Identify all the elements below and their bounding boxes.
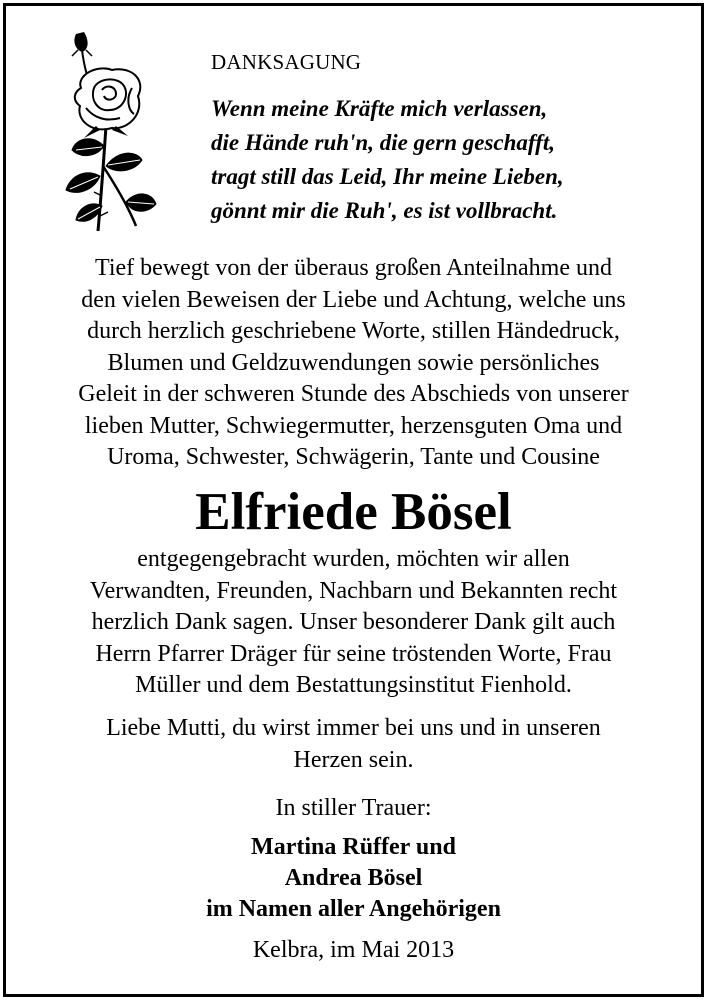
thanks-line: herzlich Dank sagen. Unser besonderer Dank gilt auch — [91, 609, 616, 635]
signer-line: Andrea Bösel — [284, 865, 423, 891]
intro-line: lieben Mutter, Schwiegermutter, herzensguten Oma und — [84, 412, 623, 439]
farewell-paragraph — [6, 713, 701, 776]
intro-line: durch herzlich geschriebene Worte, stillen Händedruck, — [87, 318, 620, 344]
poem-line: tragt still das Leid, Ihr meine Lieben, — [211, 164, 564, 189]
signer-line: im Namen aller Angehörigen — [206, 896, 501, 922]
deceased-name: Elfriede Bösel — [195, 483, 512, 541]
thanks-line: entgegengebracht wurden, möchten wir allen — [137, 546, 570, 572]
intro-line: Blumen und Geldzuwendungen sowie persönliches — [107, 349, 600, 376]
poem-line: Wenn meine Kräfte mich verlassen, — [211, 96, 548, 121]
rose-icon — [36, 26, 176, 236]
intro-line: den vielen Beweisen der Liebe und Achtung, welche uns — [81, 286, 626, 313]
place-date: Kelbra, im Mai 2013 — [252, 937, 455, 963]
farewell-line: Liebe Mutti, du wirst immer bei uns und in unseren — [106, 715, 601, 741]
poem — [211, 92, 691, 228]
intro-line: Geleit in der schweren Stunde des Abschieds von unserer — [78, 381, 629, 407]
mourning-line: In stiller Trauer: — [275, 795, 432, 821]
thanks-line: Herrn Pfarrer Dräger für seine tröstenden Worte, Frau — [95, 640, 612, 667]
intro-line: Uroma, Schwester, Schwägerin, Tante und Cousine — [107, 444, 600, 470]
signer-line: Martina Rüffer und — [251, 834, 456, 860]
heading-danksagung: DANKSAGUNG — [211, 50, 362, 74]
thanks-line: Müller und dem Bestattungsinstitut Fienhold. — [135, 672, 572, 698]
farewell-line: Herzen sein. — [293, 746, 414, 773]
intro-line: Tief bewegt von der überaus großen Anteilnahme und — [95, 255, 612, 281]
thanks-line: Verwandten, Freunden, Nachbarn und Bekannten recht — [89, 577, 618, 604]
poem-line: gönnt mir die Ruh', es ist vollbracht. — [211, 198, 558, 223]
thanks-paragraph — [6, 544, 701, 702]
signers — [6, 832, 701, 925]
obituary-notice — [3, 3, 704, 997]
intro-paragraph — [6, 253, 701, 474]
poem-line: die Hände ruh'n, die gern geschafft, — [211, 130, 555, 155]
